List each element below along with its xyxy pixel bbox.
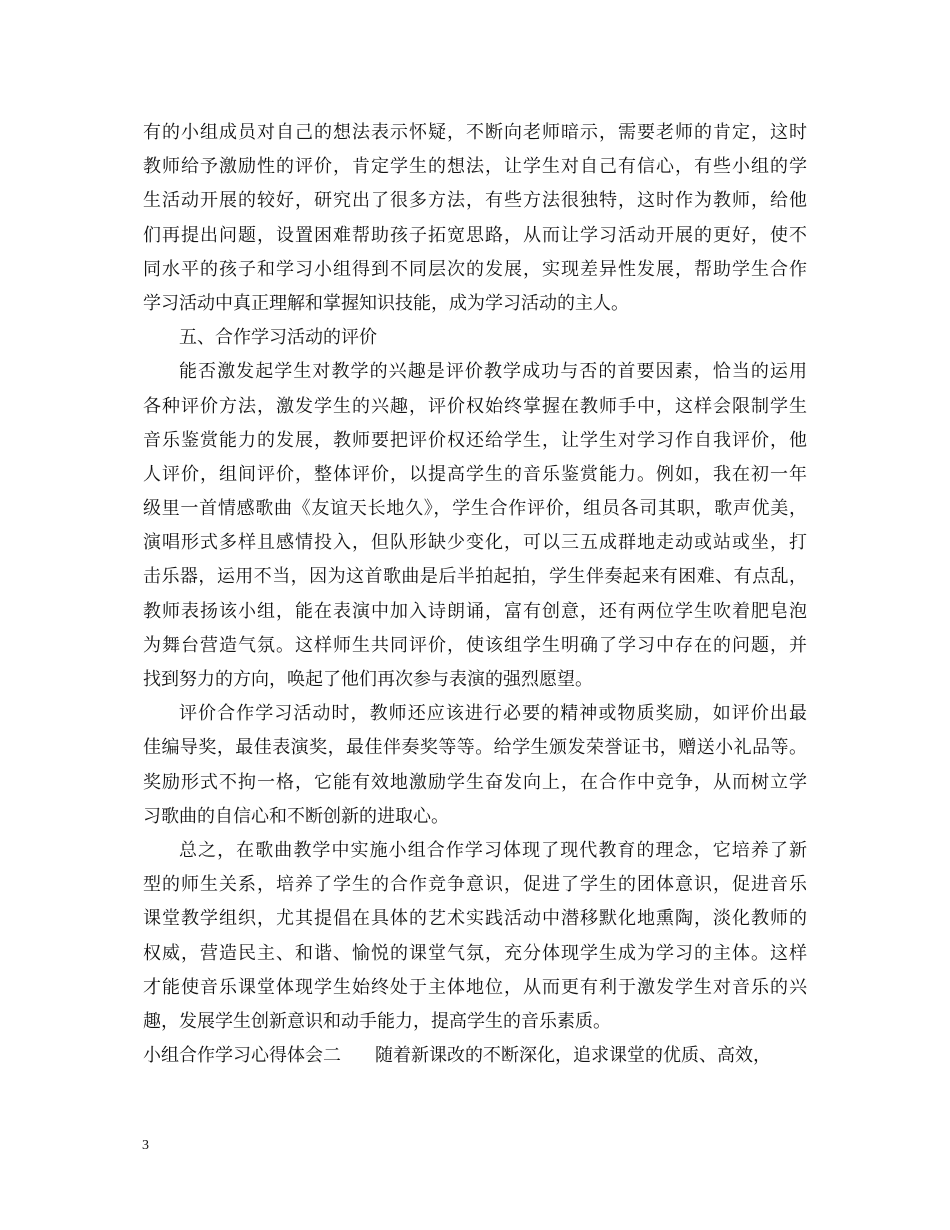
text-line: 们再提出问题，设置困难帮助孩子拓宽思路，从而让学习活动开展的更好，使不 [143,224,807,246]
text-line [143,1039,807,1073]
text-line: 课堂教学组织，尤其提倡在具体的艺术实践活动中潜移默化地熏陶，淡化教师的 [143,908,807,930]
text-line: 人评价，组间评价，整体评价，以提高学生的音乐鉴赏能力。例如，我在初一年 [143,463,807,485]
document-body [143,116,807,1073]
text-line: 型的师生关系，培养了学生的合作竞争意识，促进了学生的团体意识，促进音乐 [143,874,807,896]
text-line: 评价合作学习活动时，教师还应该进行必要的精神或物质奖励，如评价出最 [179,703,807,725]
text-line: 有的小组成员对自己的想法表示怀疑，不断向老师暗示，需要老师的肯定，这时 [143,122,807,143]
text-line: 奖励形式不拘一格，它能有效地激励学生奋发向上，在合作中竞争，从而树立学 [143,771,807,793]
article-lead-text: 随着新课改的不断深化，追求课堂的优质、高效， [375,1045,771,1067]
text-line: 击乐器，运用不当，因为这首歌曲是后半拍起拍，学生伴奏起来有困难、有点乱， [143,566,807,588]
text-line: 找到努力的方向，唤起了他们再次参与表演的强烈愿望。 [143,669,593,690]
text-line: 总之，在歌曲教学中实施小组合作学习体现了现代教育的理念，它培养了新 [179,839,807,861]
text-line: 趣，发展学生创新意识和动手能力，提高学生的音乐素质。 [143,1010,611,1032]
text-line: 权威，营造民主、和谐、愉悦的课堂气氛，充分体现学生成为学习的主体。这样 [143,942,807,964]
text-line: 音乐鉴赏能力的发展，教师要把评价权还给学生，让学生对学习作自我评价，他 [143,429,807,451]
section-heading: 五、合作学习活动的评价 [179,327,377,349]
text-line: 生活动开展的较好，研究出了很多方法，有些方法很独特，这时作为教师，给他 [143,190,807,212]
text-line: 为舞台营造气氛。这样师生共同评价，使该组学生明确了学习中存在的问题，并 [143,634,807,656]
text-line: 习歌曲的自信心和不断创新的进取心。 [143,805,449,827]
text-line: 学习活动中真正理解和掌握知识技能，成为学习活动的主人。 [143,292,629,314]
text-line: 教师表扬该小组，能在表演中加入诗朗诵，富有创意，还有两位学生吹着肥皂泡 [143,600,807,622]
article-title: 小组合作学习心得体会二 [143,1045,341,1067]
page-number: 3 [142,1138,149,1153]
text-line: 能否激发起学生对教学的兴趣是评价教学成功与否的首要因素，恰当的运用 [179,361,807,383]
text-line: 演唱形式多样且感情投入，但队形缺少变化，可以三五成群地走动或站或坐，打 [143,532,807,554]
text-line: 同水平的孩子和学习小组得到不同层次的发展，实现差异性发展，帮助学生合作 [143,258,807,280]
text-line: 各种评价方法，激发学生的兴趣，评价权始终掌握在教师手中，这样会限制学生 [143,395,807,417]
text-line: 级里一首情感歌曲《友谊天长地久》，学生合作评价，组员各司其职，歌声优美， [143,498,807,520]
text-line: 才能使音乐课堂体现学生始终处于主体地位，从而更有利于激发学生对音乐的兴 [143,976,807,998]
text-line: 佳编导奖，最佳表演奖，最佳伴奏奖等等。给学生颁发荣誉证书，赠送小礼品等。 [143,737,807,759]
text-line: 教师给予激励性的评价，肯定学生的想法，让学生对自己有信心，有些小组的学 [143,156,807,178]
